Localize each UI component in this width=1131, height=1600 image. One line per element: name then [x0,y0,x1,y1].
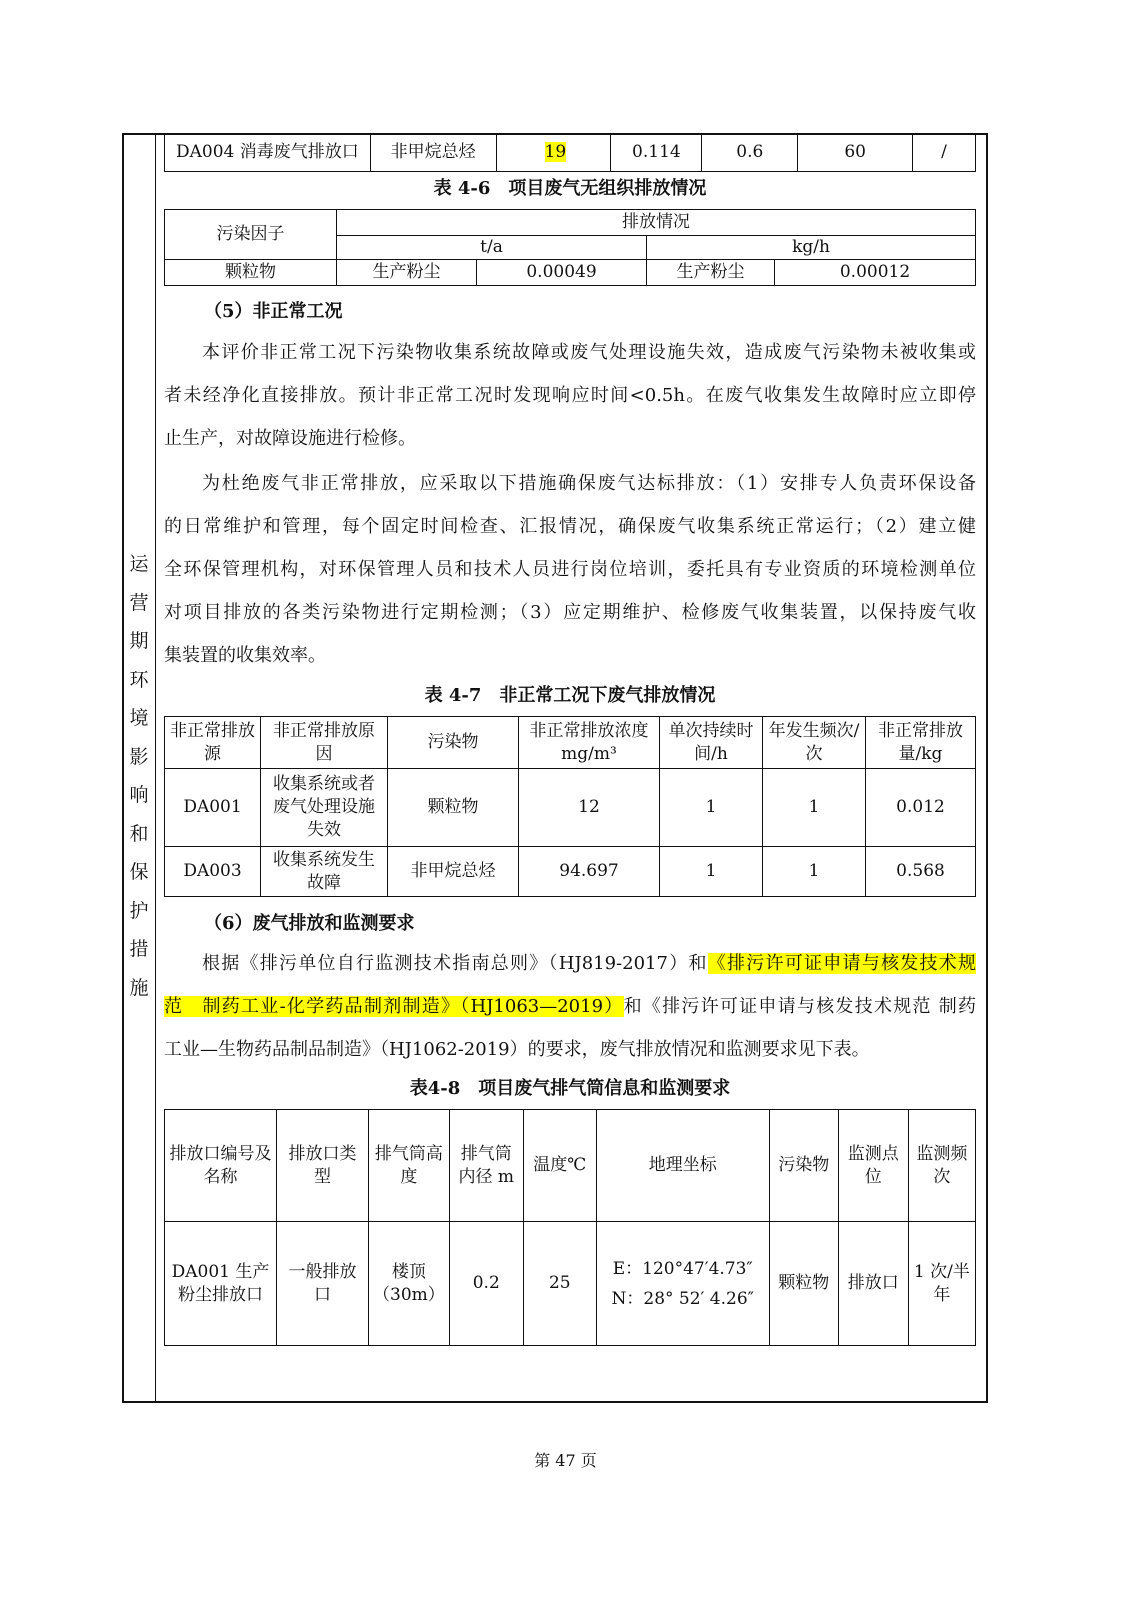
table-header: 地理坐标 [596,1110,769,1222]
table-header: 单次持续时间/h [660,717,763,769]
table-cell: DA001 生产粉尘排放口 [165,1222,277,1346]
paragraph-2-line-5: 集装置的收集效率。 [164,645,326,666]
table-cell: 生产粉尘 [337,260,477,286]
table-cell [596,1222,769,1346]
table-cell [496,134,611,172]
table-cell: 1 次/半年 [908,1222,975,1346]
table-cell: 排放口 [838,1222,908,1346]
side-label-char: 响 [129,784,149,806]
highlighted-value: 19 [544,142,567,162]
table-cell: 60 [798,134,913,172]
table-header: 污染因子 [165,210,337,260]
table-cell: 0.114 [611,134,702,172]
table-cell: 颗粒物 [769,1222,838,1346]
paragraph-3-text-a: 根据《排污单位自行监测技术指南总则》（HJ819-2017）和 [202,953,708,974]
table-header: 非正常排放量/kg [866,717,976,769]
table-cell: 0.568 [866,847,976,897]
side-label-char: 营 [129,591,149,614]
side-label-char: 环 [129,668,149,691]
table-header: 年发生频次/次 [763,717,866,769]
paragraph-3-line-3: 工业—生物药品制品制造》（HJ1062-2019）的要求，废气排放情况和监测要求见下表。 [164,1039,870,1060]
section-6-title: （6）废气排放和监测要求 [204,913,415,934]
paragraph-1-line-3: 止生产，对故障设施进行检修。 [164,428,416,449]
paragraph-3-highlight-1: 《排污许可证申请与核发技术规 [707,953,976,974]
table-cell: 1 [660,847,763,897]
table-header: 排放口类型 [277,1110,369,1222]
page-number: 第 47 页 [534,1451,597,1470]
table-cell: 0.00012 [775,260,976,286]
table-header: 非正常排放源 [165,717,261,769]
table-4-6-caption: 表 4-6 项目废气无组织排放情况 [433,178,707,199]
paragraph-1-line-1: 本评价非正常工况下污染物收集系统故障或废气处理设施失效，造成废气污染物未被收集或 [202,342,976,363]
side-label-char: 施 [129,976,149,999]
table-cell: 0.00049 [477,260,647,286]
side-label-char: 运 [129,553,149,575]
table-header: 非正常排放浓度 mg/m³ [519,717,660,769]
paragraph-2-line-1: 为杜绝废气非正常排放，应采取以下措施确保废气达标排放：（1）安排专人负责环保设备 [202,473,976,494]
table-cell: 收集系统或者废气处理设施失效 [261,769,388,847]
paragraph-3-text-b: 和《排污许可证申请与核发技术规范 制药 [623,996,976,1017]
table-cell: 生产粉尘 [647,260,775,286]
table-cell: DA004 消毒废气排放口 [165,134,371,172]
table-cell: 0.012 [866,769,976,847]
table-cell: 颗粒物 [165,260,337,286]
table-cell: 颗粒物 [388,769,519,847]
table-cell: 楼顶（30m） [369,1222,450,1346]
table-cell: 0.2 [449,1222,523,1346]
table-4-6 [164,209,976,286]
table-header: 温度℃ [523,1110,596,1222]
table-row [165,769,976,847]
table-cell: 94.697 [519,847,660,897]
table-4-7 [164,716,976,897]
paragraph-2-line-3: 全环保管理机构，对环保管理人员和技术人员进行岗位培训，委托具有专业资质的环境检测单位 [164,559,976,580]
table-4-7-caption: 表 4-7 非正常工况下废气排放情况 [424,685,716,706]
side-label-char: 和 [129,822,149,845]
table-header: 排气筒高度 [369,1110,450,1222]
table-header: 污染物 [388,717,519,769]
table-cell: 1 [763,769,866,847]
side-label-char: 保 [129,861,149,883]
table-4-8 [164,1109,976,1346]
side-label-char: 境 [129,707,149,729]
table-cell: 一般排放口 [277,1222,369,1346]
table-header: 非正常排放原因 [261,717,388,769]
table-cell: 12 [519,769,660,847]
table-row [165,1222,976,1346]
table-cell: 非甲烷总烃 [388,847,519,897]
table-cell: 1 [660,769,763,847]
side-label-column [124,135,156,1401]
table-header: 污染物 [769,1110,838,1222]
paragraph-3-line-2 [164,985,976,1028]
table-cell: DA001 [165,769,261,847]
table-4-8-caption: 表4-8 项目废气排气筒信息和监测要求 [409,1078,731,1099]
coordinate-east: E：120°47′4.73″ [612,1258,753,1279]
side-label-char: 影 [129,745,149,768]
table-header: 排放口编号及名称 [165,1110,277,1222]
table-cell: / [913,134,976,172]
table-header: 监测点位 [838,1110,908,1222]
table-header: 监测频次 [908,1110,975,1222]
paragraph-2-line-2: 的日常维护和管理，每个固定时间检查、汇报情况，确保废气收集系统正常运行；（2）建立健 [164,516,976,537]
side-label-char: 护 [129,899,149,922]
table-header: t/a [337,236,647,260]
side-label-char: 措 [129,938,149,960]
side-label [124,545,154,1007]
paragraph-3-highlight-2: 范 制药工业-化学药品制剂制造》（HJ1063—2019） [164,996,624,1017]
table-cell: 收集系统发生故障 [261,847,388,897]
table-row [165,847,976,897]
table-cell: 25 [523,1222,596,1346]
table-header: 排气筒内径 m [449,1110,523,1222]
side-label-char: 期 [129,630,149,652]
table-cell: 0.6 [702,134,798,172]
paragraph-1-line-2: 者未经净化直接排放。预计非正常工况时发现响应时间<0.5h。在废气收集发生故障时应立即停 [164,385,976,406]
table-cell: DA003 [165,847,261,897]
paragraph-2-line-4: 对项目排放的各类污染物进行定期检测；（3）应定期维护、检修废气收集装置，以保持废气收 [164,602,976,623]
paragraph-3-line-1 [164,942,976,985]
table-4-5-last-row [164,133,976,172]
table-header: kg/h [647,236,976,260]
table-cell: 1 [763,847,866,897]
section-5-title: （5）非正常工况 [204,301,343,322]
table-cell: 非甲烷总烃 [370,134,496,172]
coordinate-north: N：28° 52′ 4.26″ [611,1288,755,1309]
table-header: 排放情况 [337,210,976,236]
